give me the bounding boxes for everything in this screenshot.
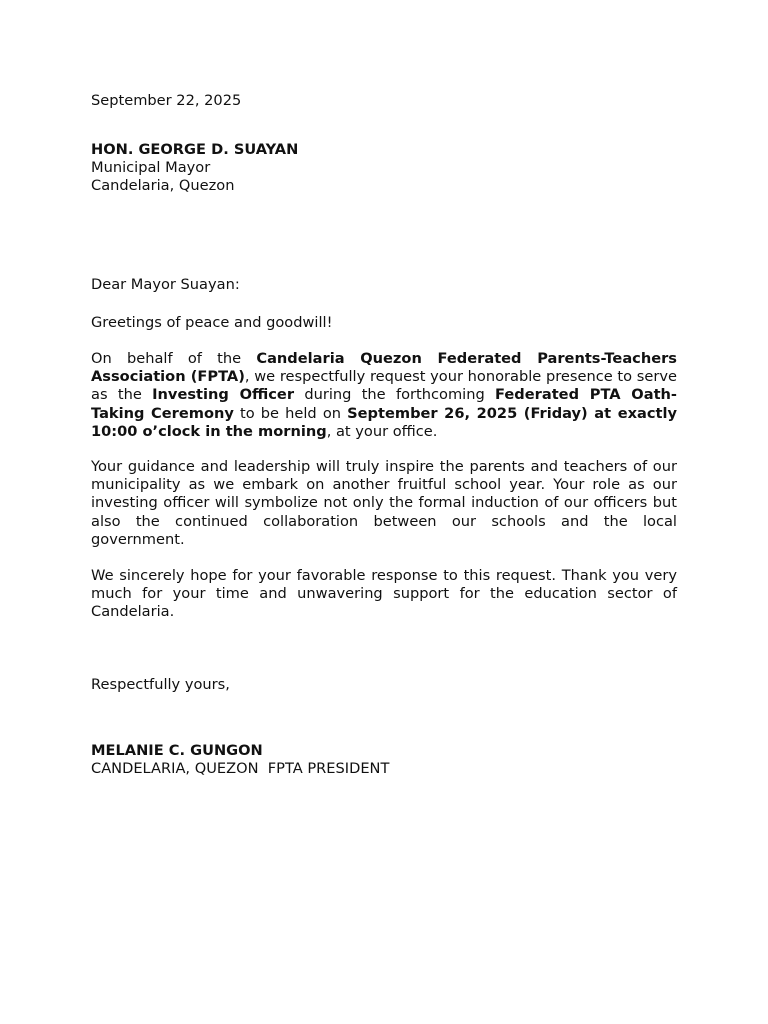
recipient-block bbox=[91, 141, 677, 196]
recipient-name: HON. GEORGE D. SUAYAN bbox=[91, 141, 299, 158]
event-name: Federated PTA Oath-Taking Ceremony bbox=[91, 386, 677, 422]
letter-date: September 22, 2025 bbox=[91, 92, 242, 109]
paragraph-guidance: Your guidance and leadership will truly inspire the parents and teachers of our municipality as we embark on another fruitful school year. Your role as our investing officer will symbolize not only the formal induction of our officers but also the continued collaboration between our schools and the local government. bbox=[91, 458, 677, 548]
signatory-name: MELANIE C. GUNGON bbox=[91, 742, 263, 759]
complimentary-close: Respectfully yours, bbox=[91, 676, 230, 693]
signatory-position: CANDELARIA, QUEZON FPTA PRESIDENT bbox=[91, 760, 390, 778]
greeting: Greetings of peace and goodwill! bbox=[91, 314, 333, 331]
association-name: Candelaria Quezon Federated Parents-Teachers Association (FPTA) bbox=[91, 350, 677, 386]
recipient-location: Candelaria, Quezon bbox=[91, 177, 235, 195]
paragraph-closing-request: We sincerely hope for your favorable response to this request. Thank you very much for your time and unwavering support for the education sector of Candelaria. bbox=[91, 567, 677, 621]
signature-block bbox=[91, 742, 677, 778]
recipient-title: Municipal Mayor bbox=[91, 159, 211, 177]
salutation: Dear Mayor Suayan: bbox=[91, 276, 240, 293]
event-datetime: September 26, 2025 (Friday) at exactly 10:00 o’clock in the morning bbox=[91, 404, 677, 440]
paragraph-request: On behalf of the Candelaria Quezon Federated Parents-Teachers Association (FPTA), we respectfully request your honorable presence to serve as the Investing Officer during the forthcoming Federated PTA Oath-Taking Ceremony to be held on September 26, 2025 (Friday) at exactly 10:00 o’clock in the morning, at your office. bbox=[91, 350, 677, 440]
role-name: Investing Officer bbox=[152, 386, 295, 404]
